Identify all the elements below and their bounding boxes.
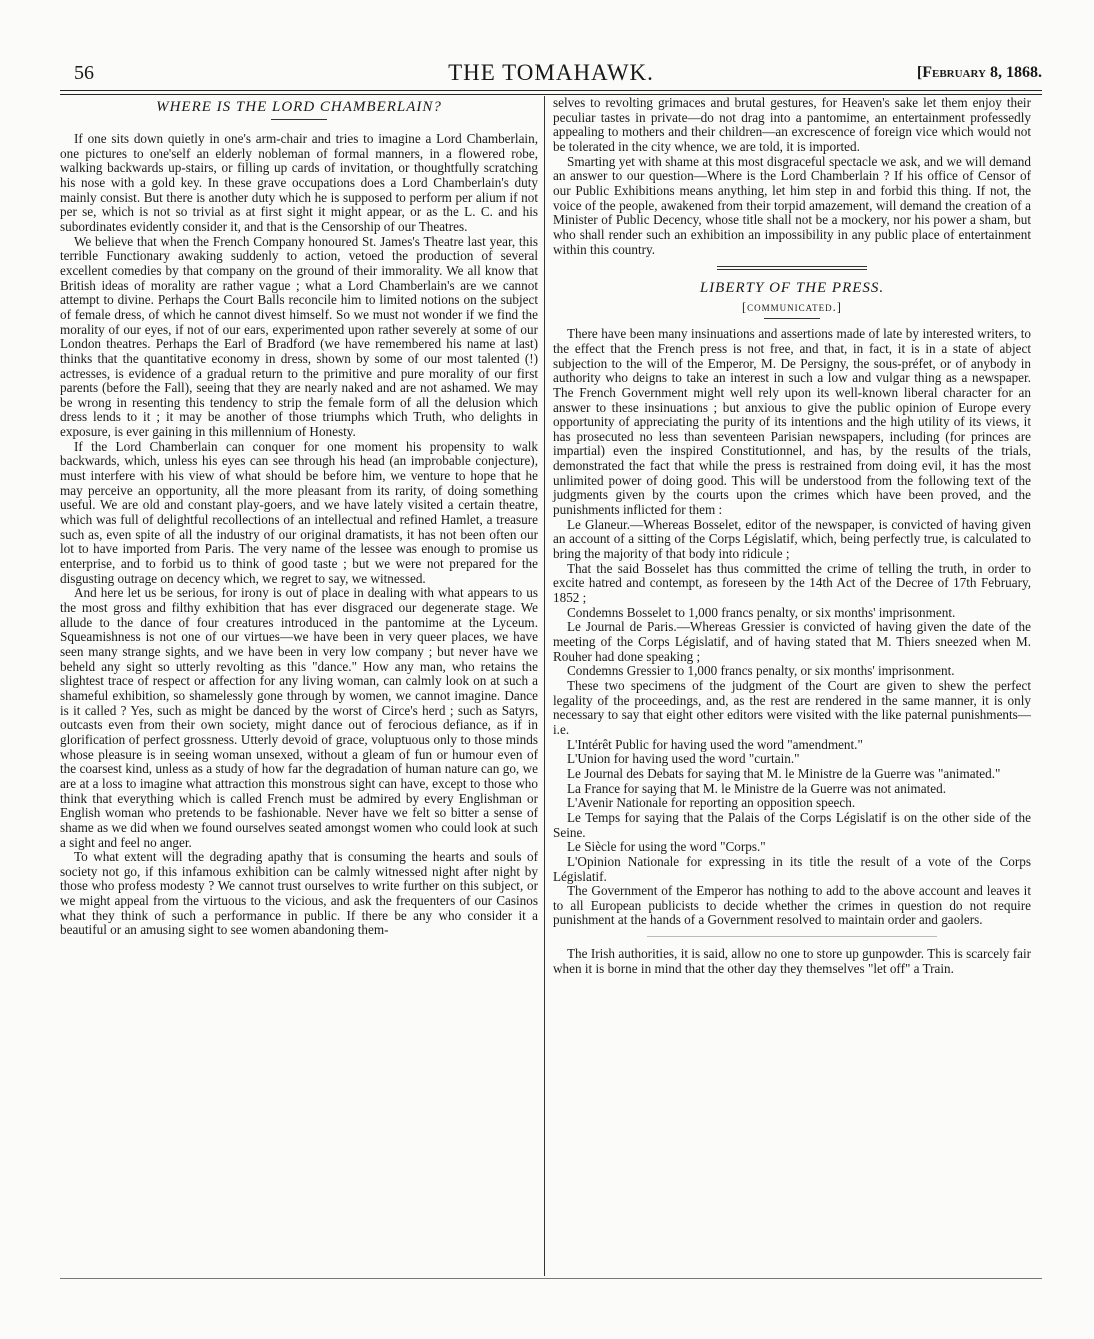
paragraph: To what extent will the degrading apathy that is consuming the hearts and souls of society not go, if this infamous exhibition can be calmly witnessed night after night by those who profess modesty ? We cannot trust ourselves to write further on this subject, or we might appeal from the virtuous to the vicious, and ask the frequenters of our Casinos what they think of such a performance in public. If there be any who consider it a beautiful or an amusing sight to see women abandoning them- — [60, 849, 538, 938]
paragraph: L'Avenir Nationale for reporting an opposition speech. — [567, 795, 856, 811]
paragraph: That the said Bosselet has thus committed the crime of telling the truth, in order to excite hatred and contempt, as foreseen by the 14th Act of the Decree of 17th February, 1852 ; — [553, 560, 1031, 606]
paragraph: Le Siècle for using the word "Corps." — [567, 839, 766, 855]
paragraph: La France for saying that M. le Ministre de la Guerre was not animated. — [567, 780, 947, 796]
paragraph: Le Journal des Debats for saying that M. le Ministre de la Guerre was "animated." — [567, 765, 1001, 781]
issue-date: [February 8, 1868. — [916, 64, 1042, 81]
paragraph: There have been many insinuations and assertions made of late by interested writers, to the effect that the French press is not free, and that, in fact, it is in a state of abject subjection to the will of the Emperor, M. De Persigny, the sous-préfet, or of anybody in authority who deigns to take an interest in such a low and vulgar thing as a newspaper. The French Government might well rely upon its well-known liberal character for an answer to these insinuations ; but anxious to give the public opinion of Europe every opportunity of appreciating the purity of its intentions and the high utility of its views, it has prosecuted no less than seventeen Parisian newspapers, including (for princes are impartial) even the inspired Constitutionnel, and has, by the results of the trials, demonstrated the fact that while the press is restrained from doing evil, it has the most unlimited power of doing good. This will be understood from the following text of the judgments given by the courts upon the crimes which have been proved, and the punishments inflicted for them : — [553, 326, 1031, 518]
column-divider — [544, 96, 545, 1276]
paragraph: Smarting yet with shame at this most disgraceful spectacle we ask, and we will demand an answer to our question—Where is the Lord Chamberlain ? If his office of Censor of our Public Exhibitions means anything, let him step in and forbid this thing. If not, the voice of the people, awakened from their torpid amazement, will demand the creation of a Minister of Public Decency, whose title shall not be a mockery, nor his power a sham, but who shall render such an exhibition an impossibility in any public place of entertainment within this country. — [553, 153, 1031, 257]
right-column — [553, 96, 1031, 976]
article-subtitle: [communicated.] — [742, 300, 842, 315]
paragraph: L'Intérêt Public for having used the word "amendment." — [567, 736, 863, 752]
paragraph: Le Journal de Paris.—Whereas Gressier is convicted of having given the date of the meeting of the Corps Législatif, and of having stated that M. Thiers sneezed when M. Rouher had done speaking ; — [553, 619, 1031, 664]
footer-rule — [60, 1278, 1042, 1279]
section-divider — [717, 266, 867, 270]
header-rule-top — [60, 90, 1042, 91]
masthead: THE TOMAHAWK. — [448, 60, 654, 85]
paragraph: We believe that when the French Company honoured St. James's Theatre last year, this terrible Functionary awaking suddenly to action, vetoed the production of several excellent comedies by that company on the ground of their immorality. We all know that British ideas of morality are rather vague ; what a Lord Chamberlain's are we cannot attempt to divine. Perhaps the Court Balls reconcile him to limited notions on the subject of female dress, of which he cannot divest himself. So we must not wonder if we find the morality of our eyes, if not of our ears, experimented upon rather severely at some of our London theatres. Perhaps the Earl of Bradford (we have remembered his name at last) thinks that the quantitative economy in dress, shown by some of our most talented (!) actresses, is evidence of a gradual return to the primitive and pure morality of our first parents (before the Fall), seeing that they are nearly naked and are not ashamed. We may be wrong in resenting this tendency to strip the female form of all the delusion which dress lends to it ; it may be another of those triumphs which Truth, who delights in exposure, is ever gaining in this millennium of Honesty. — [60, 233, 538, 440]
paragraph: Condemns Gressier to 1,000 francs penalty, or six months' imprisonment. — [567, 663, 955, 679]
paragraph: Le Temps for saying that the Palais of the Corps Législatif is on the other side of the Seine. — [553, 809, 1031, 840]
page-number: 56 — [74, 62, 94, 84]
paragraph: Condemns Bosselet to 1,000 francs penalty, or six months' imprisonment. — [567, 604, 956, 620]
title-rule — [271, 119, 327, 120]
paragraph: And here let us be serious, for irony is out of place in dealing with what appears to us the most gross and filthy exhibition that has ever disgraced our degenerate stage. We allude to the dance of four creatures introduced in the pantomime at the Lyceum. Squeamishness is not one of our virtues—we have been in very queer places, we have seen many strange sights, and we have been in very low company ; but never have we beheld any sight so utterly revolting as this "dance." How any man, who retains the slightest trace of respect or affection for any living woman, can calmly look on at such a shameful exhibition, so shamelessly gone through by women, we cannot imagine. Dance is it called ? Yes, such as might be danced by the worst of Circe's herd ; such as Satyrs, outcasts even from their own society, might dance out of ferocious defiance, as if in glorification of perfect grossness. Utterly devoid of grace, voluptuous only to those minds whose pleasure is in seeing woman unsexed, without a gleam of fun or humour even of the coarsest kind, unless as a study of how far the degradation of human nature can go, we are at a loss to imagine what attraction this monstrous sight can have, except to those who think that everything which is called French must be admired by every Englishman or English woman who pretends to be fashionable. Never have we felt so bitter a sense of shame as we did when we found ourselves seated amongst women who could look at such a sight and feel no anger. — [60, 585, 538, 850]
paragraph: If the Lord Chamberlain can conquer for one moment his propensity to walk backwards, which, unless his eyes can see through his head (an improbable conjecture), must interfere with his view of what should be before him, we venture to hope that he may perceive an opportunity, all the more pleasant from its rarity, of doing something useful. We are old and constant play-goers, and we have lately visited a certain theatre, which was full of delightful recollections of an intellectual and refined Hamlet, a treasure such as, even spite of all the industry of our original dramatists, it has not been often our lot to have imported from Paris. The very name of the lessee was enough to promise us enterprise, and to forbid us to think of good taste ; but we were not prepared for the disgusting outrage on decency which, we regret to say, we witnessed. — [60, 438, 538, 586]
title-rule — [764, 318, 820, 319]
article-title-press: LIBERTY OF THE PRESS. — [699, 280, 885, 297]
paragraph: The Government of the Emperor has nothing to add to the above account and leaves it to all European publicists to decide whether the crimes in question do not require punishment at the hands of a Government resolved to maintain order and gaolers. — [553, 883, 1031, 928]
paragraph: L'Union for having used the word "curtain." — [567, 751, 800, 767]
page-header — [60, 62, 1042, 88]
left-column — [60, 96, 538, 938]
paragraph: The Irish authorities, it is said, allow no one to store up gunpowder. This is scarcely fair when it is borne in mind that the other day they themselves "let off" a Train. — [553, 946, 1031, 976]
paragraph: L'Opinion Nationale for expressing in its title the result of a vote of the Corps Législatif. — [553, 853, 1031, 884]
article-title-chamberlain: WHERE IS THE LORD CHAMBERLAIN? — [156, 99, 442, 115]
paragraph: Le Glaneur.—Whereas Bosselet, editor of the newspaper, is convicted of having given an account of a sitting of the Corps Législatif, which, being perfectly true, is calculated to bring the majority of that body into ridicule ; — [553, 516, 1031, 562]
paragraph: selves to revolting grimaces and brutal gestures, for Heaven's sake let them enjoy their peculiar tastes in private—do not drag into a pantomime, an entertainment professedly appealing to mothers and their children—an excrescence of foreign vice which would not be tolerated in the city whence, we are told, it is imported. — [553, 95, 1031, 154]
paragraph: These two specimens of the judgment of the Court are given to shew the perfect legality of the proceedings, and, as the rest are rendered in the same manner, it is only necessary to say that eight other editors were visited with the like paternal punishments—i.e. — [553, 677, 1031, 737]
paragraph: If one sits down quietly in one's arm-chair and tries to imagine a Lord Chamberlain, one pictures to one'self an elderly nobleman of formal manners, in a flowered robe, walking backwards up-stairs, or filling up cards of invitation, or thoughtfully scratching his nose with a gold key. In these grave occupations does a Lord Chamberlain's duty mainly consist. But there is another duty which he is supposed to perform per alium if not per se, which is not so trivial as at first sight it might appear, or as the L. C. and his subordinates evidently consider it, and that is the Censorship of our Theatres. — [60, 131, 538, 234]
item-divider — [647, 936, 937, 937]
